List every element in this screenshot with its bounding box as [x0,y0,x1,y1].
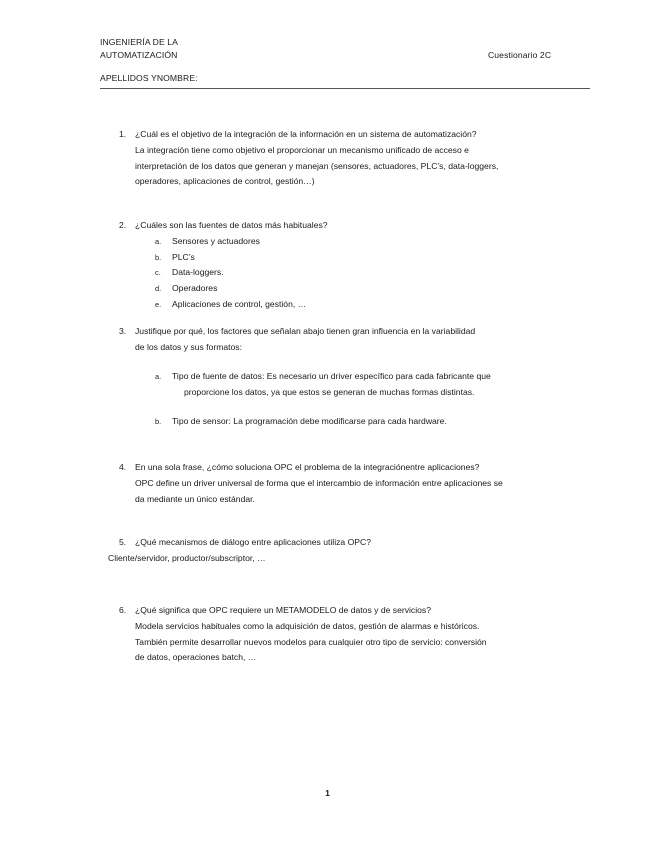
question-number: 5. [119,537,127,547]
question-number: 4. [119,462,127,472]
list-letter: d. [155,284,162,294]
question-number: 1. [119,129,127,139]
list-letter: b. [155,252,162,262]
list-letter: e. [155,299,162,309]
answer-line: operadores, aplicaciones de control, gestión…) [135,176,315,187]
question-text: ¿Cuál es el objetivo de la integración de la información en un sistema de automatización? [135,129,477,139]
answer-line: La integración tiene como objetivo el proporcionar un mecanismo unificado de acceso e [135,144,469,155]
list-letter: b. [155,417,162,426]
answer-line: da mediante un único estándar. [135,493,255,504]
course-title-line1: INGENIERÍA DE LA [100,37,179,47]
list-item [119,281,579,297]
answer-line: Modela servicios habituales como la adquisición de datos, gestión de alarmas e históricos. [135,620,480,631]
list-letter: a. [155,236,162,246]
question-text: ¿Cuáles son las fuentes de datos más habituales? [135,220,328,230]
course-title-line2: AUTOMATIZACIÓN [100,50,178,60]
list-text: Operadores [172,283,218,294]
question-text: ¿Qué significa que OPC requiere un METAMODELO de datos y de servicios? [135,605,431,615]
question-6 [119,603,579,666]
question-3-item-a [119,369,579,401]
question-number: 6. [119,605,127,615]
list-text: Data-loggers. [172,267,224,278]
question-1 [119,127,579,190]
name-label: APELLIDOS YNOMBRE: [100,73,198,83]
list-item [119,250,579,266]
list-text: Aplicaciones de control, gestión, … [172,298,307,309]
list-text: PLC’s [172,251,195,262]
question-5 [108,535,579,567]
list-letter: c. [155,268,161,278]
question-3-item-b [119,414,579,430]
answer-line: OPC define un driver universal de forma que el intercambio de información entre aplicaciones se [135,477,503,488]
answer-line: También permite desarrollar nuevos modelos para cualquier otro tipo de servicio: conversión [135,636,487,647]
answer-line: interpretación de los datos que generan y manejan (sensores, actuadores, PLC’s, data-loggers, [135,160,499,171]
list-text: Sensores y actuadores [172,235,260,246]
question-number: 2. [119,220,127,230]
question-text: ¿Qué mecanismos de diálogo entre aplicaciones utiliza OPC? [135,537,371,547]
list-text: Tipo de sensor: La programación debe modificarse para cada hardware. [172,416,447,426]
question-text-continued: de los datos y sus formatos: [135,341,242,352]
question-text: En una sola frase, ¿cómo soluciona OPC el problema de la integraciónentre aplicaciones? [135,462,480,472]
answer-line: Cliente/servidor, productor/subscriptor, … [108,552,266,563]
question-text: Justifique por qué, los factores que señalan abajo tienen gran influencia en la variabilidad [135,326,476,336]
list-item [119,297,579,313]
question-number: 3. [119,326,127,336]
answer-line: de datos, operaciones batch, … [135,652,257,663]
page-number: 1 [325,788,330,798]
question-2 [119,218,579,313]
question-4 [119,460,579,507]
list-text: Tipo de fuente de datos: Es necesario un driver específico para cada fabricante que [172,371,491,381]
list-item [119,234,579,250]
list-letter: a. [155,372,162,381]
question-3 [119,324,579,356]
list-text-continued: proporcione los datos, ya que estos se generan de muchas formas distintas. [184,386,475,397]
list-item [119,265,579,281]
header-divider [100,88,590,89]
quiz-title: Cuestionario 2C [488,50,552,60]
